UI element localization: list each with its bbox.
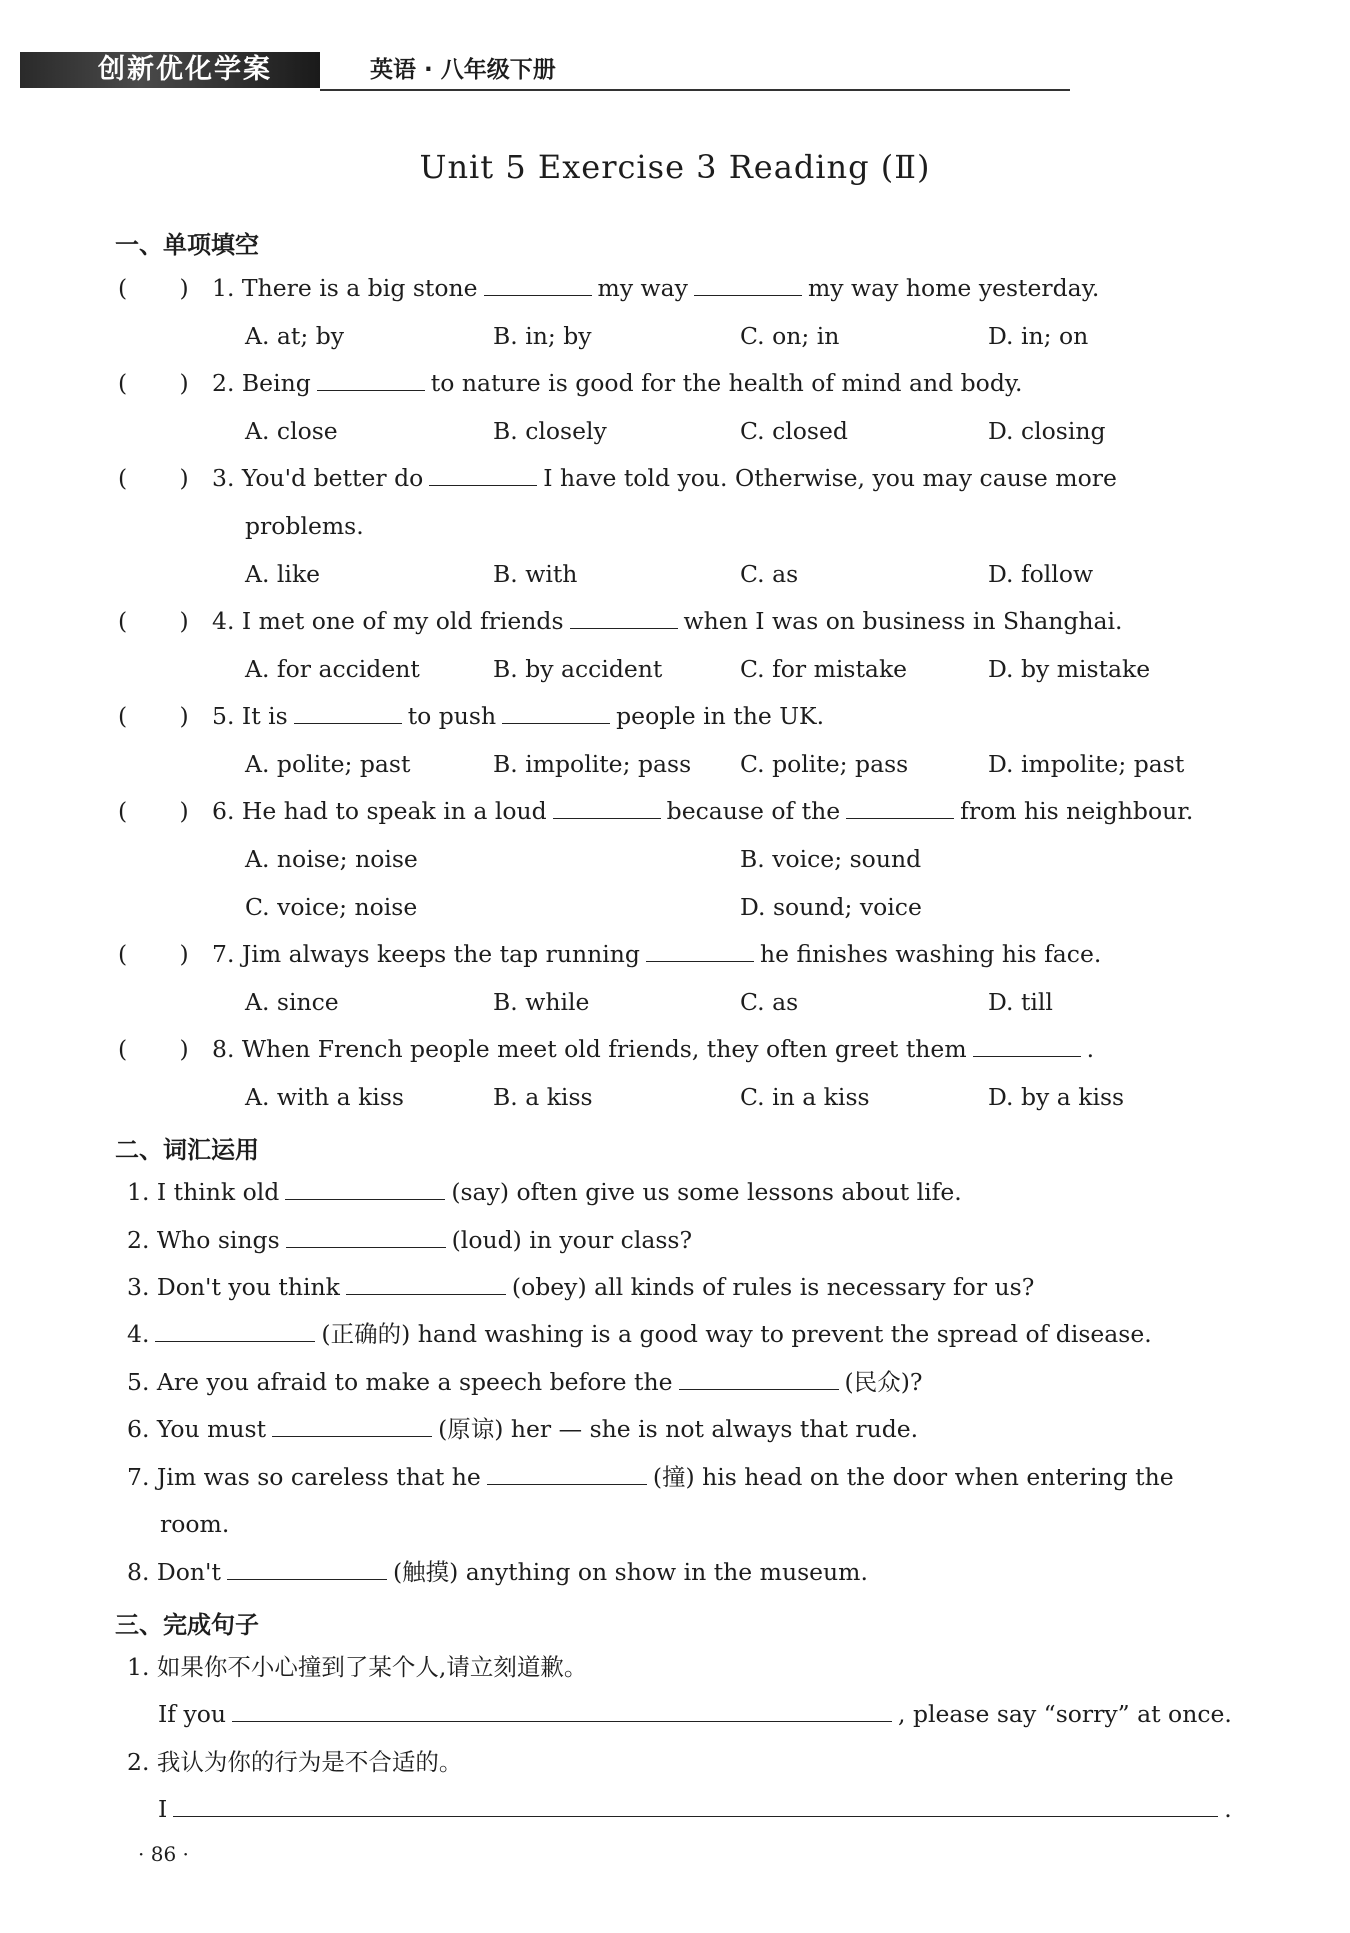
- option-d: D. impolite; past: [988, 750, 1185, 778]
- answer-paren: ( ): [118, 702, 189, 730]
- answer-paren: ( ): [118, 1035, 189, 1063]
- question-4: 4. I met one of my old friends when I was on business in Shanghai.: [212, 607, 1123, 635]
- option-d: D. closing: [988, 417, 1106, 445]
- option-d: D. sound; voice: [740, 893, 922, 921]
- option-c: C. as: [740, 988, 799, 1016]
- section1-heading: 一、单项填空: [115, 231, 259, 259]
- page-title: Unit 5 Exercise 3 Reading (Ⅱ): [419, 148, 931, 186]
- vocab-item-6: 6. You must (原谅) her — she is not always that rude.: [127, 1415, 919, 1443]
- vocab-item-7: 7. Jim was so careless that he (撞) his head on the door when entering the: [127, 1463, 1174, 1491]
- answer-line[interactable]: [173, 1794, 1218, 1817]
- option-a: A. for accident: [245, 655, 420, 683]
- question-7: 7. Jim always keeps the tap running he finishes washing his face.: [212, 940, 1102, 968]
- option-b: B. voice; sound: [740, 845, 922, 873]
- vocab-item-4: 4. (正确的) hand washing is a good way to prevent the spread of disease.: [127, 1320, 1152, 1348]
- answer-blank[interactable]: [286, 1225, 446, 1248]
- option-a: A. like: [245, 560, 321, 588]
- option-c: C. closed: [740, 417, 848, 445]
- option-a: A. with a kiss: [245, 1083, 404, 1111]
- vocab-item-5: 5. Are you afraid to make a speech before the (民众)?: [127, 1368, 923, 1396]
- option-c: C. on; in: [740, 322, 840, 350]
- option-c: C. for mistake: [740, 655, 908, 683]
- answer-paren: ( ): [118, 607, 189, 635]
- question-2: 2. Being to nature is good for the health of mind and body.: [212, 369, 1023, 397]
- answer-blank[interactable]: [694, 273, 802, 296]
- answer-blank[interactable]: [346, 1272, 506, 1295]
- answer-blank[interactable]: [155, 1319, 315, 1342]
- answer-blank[interactable]: [294, 701, 402, 724]
- option-a: A. close: [245, 417, 338, 445]
- option-b: B. with: [493, 560, 578, 588]
- brand-logo: 创新优化学案: [20, 52, 320, 88]
- answer-blank[interactable]: [272, 1414, 432, 1437]
- translation-1-chinese: 1. 如果你不小心撞到了某个人,请立刻道歉。: [127, 1653, 588, 1681]
- answer-paren: ( ): [118, 940, 189, 968]
- question-1: 1. There is a big stone my way my way home yesterday.: [212, 274, 1100, 302]
- answer-paren: ( ): [118, 274, 189, 302]
- option-a: A. at; by: [245, 322, 345, 350]
- option-c: C. as: [740, 560, 799, 588]
- answer-blank[interactable]: [846, 796, 954, 819]
- section3-heading: 三、完成句子: [115, 1611, 259, 1639]
- question-5: 5. It is to push people in the UK.: [212, 702, 825, 730]
- question-8: 8. When French people meet old friends, they often greet them .: [212, 1035, 1095, 1063]
- option-d: D. by a kiss: [988, 1083, 1125, 1111]
- translation-2-chinese: 2. 我认为你的行为是不合适的。: [127, 1748, 463, 1776]
- question-3-cont: problems.: [245, 512, 364, 540]
- answer-blank[interactable]: [227, 1557, 387, 1580]
- section2-heading: 二、词汇运用: [115, 1136, 259, 1164]
- answer-blank[interactable]: [553, 796, 661, 819]
- option-b: B. in; by: [493, 322, 592, 350]
- option-a: A. since: [245, 988, 339, 1016]
- book-title: 英语 · 八年级下册: [370, 57, 556, 83]
- option-b: B. a kiss: [493, 1083, 593, 1111]
- answer-blank[interactable]: [484, 273, 592, 296]
- translation-1-answer: If you , please say “sorry” at once.: [158, 1700, 1232, 1728]
- vocab-item-1: 1. I think old (say) often give us some lessons about life.: [127, 1178, 962, 1206]
- page-header: [20, 52, 1320, 92]
- option-b: B. closely: [493, 417, 607, 445]
- option-b: B. while: [493, 988, 590, 1016]
- option-d: D. by mistake: [988, 655, 1151, 683]
- option-c: C. polite; pass: [740, 750, 909, 778]
- answer-blank[interactable]: [487, 1462, 647, 1485]
- answer-blank[interactable]: [570, 606, 678, 629]
- answer-blank[interactable]: [502, 701, 610, 724]
- answer-paren: ( ): [118, 797, 189, 825]
- question-3: 3. You'd better do I have told you. Otherwise, you may cause more: [212, 464, 1117, 492]
- vocab-item-7-cont: room.: [160, 1510, 230, 1538]
- option-d: D. till: [988, 988, 1053, 1016]
- translation-2-answer: I .: [158, 1795, 1232, 1823]
- option-d: D. follow: [988, 560, 1094, 588]
- answer-blank[interactable]: [973, 1034, 1081, 1057]
- option-a: A. noise; noise: [245, 845, 418, 873]
- answer-blank[interactable]: [429, 463, 537, 486]
- vocab-item-3: 3. Don't you think (obey) all kinds of rules is necessary for us?: [127, 1273, 1035, 1301]
- question-6: 6. He had to speak in a loud because of the from his neighbour.: [212, 797, 1194, 825]
- option-c: C. voice; noise: [245, 893, 418, 921]
- answer-line[interactable]: [232, 1699, 892, 1722]
- option-c: C. in a kiss: [740, 1083, 870, 1111]
- answer-paren: ( ): [118, 464, 189, 492]
- option-d: D. in; on: [988, 322, 1089, 350]
- page-number: · 86 ·: [138, 1842, 189, 1866]
- option-a: A. polite; past: [245, 750, 411, 778]
- vocab-item-8: 8. Don't (触摸) anything on show in the museum.: [127, 1558, 868, 1586]
- answer-paren: ( ): [118, 369, 189, 397]
- option-b: B. by accident: [493, 655, 663, 683]
- answer-blank[interactable]: [679, 1367, 839, 1390]
- vocab-item-2: 2. Who sings (loud) in your class?: [127, 1226, 693, 1254]
- answer-blank[interactable]: [317, 368, 425, 391]
- answer-blank[interactable]: [285, 1177, 445, 1200]
- option-b: B. impolite; pass: [493, 750, 692, 778]
- header-rule: [320, 89, 1070, 91]
- answer-blank[interactable]: [646, 939, 754, 962]
